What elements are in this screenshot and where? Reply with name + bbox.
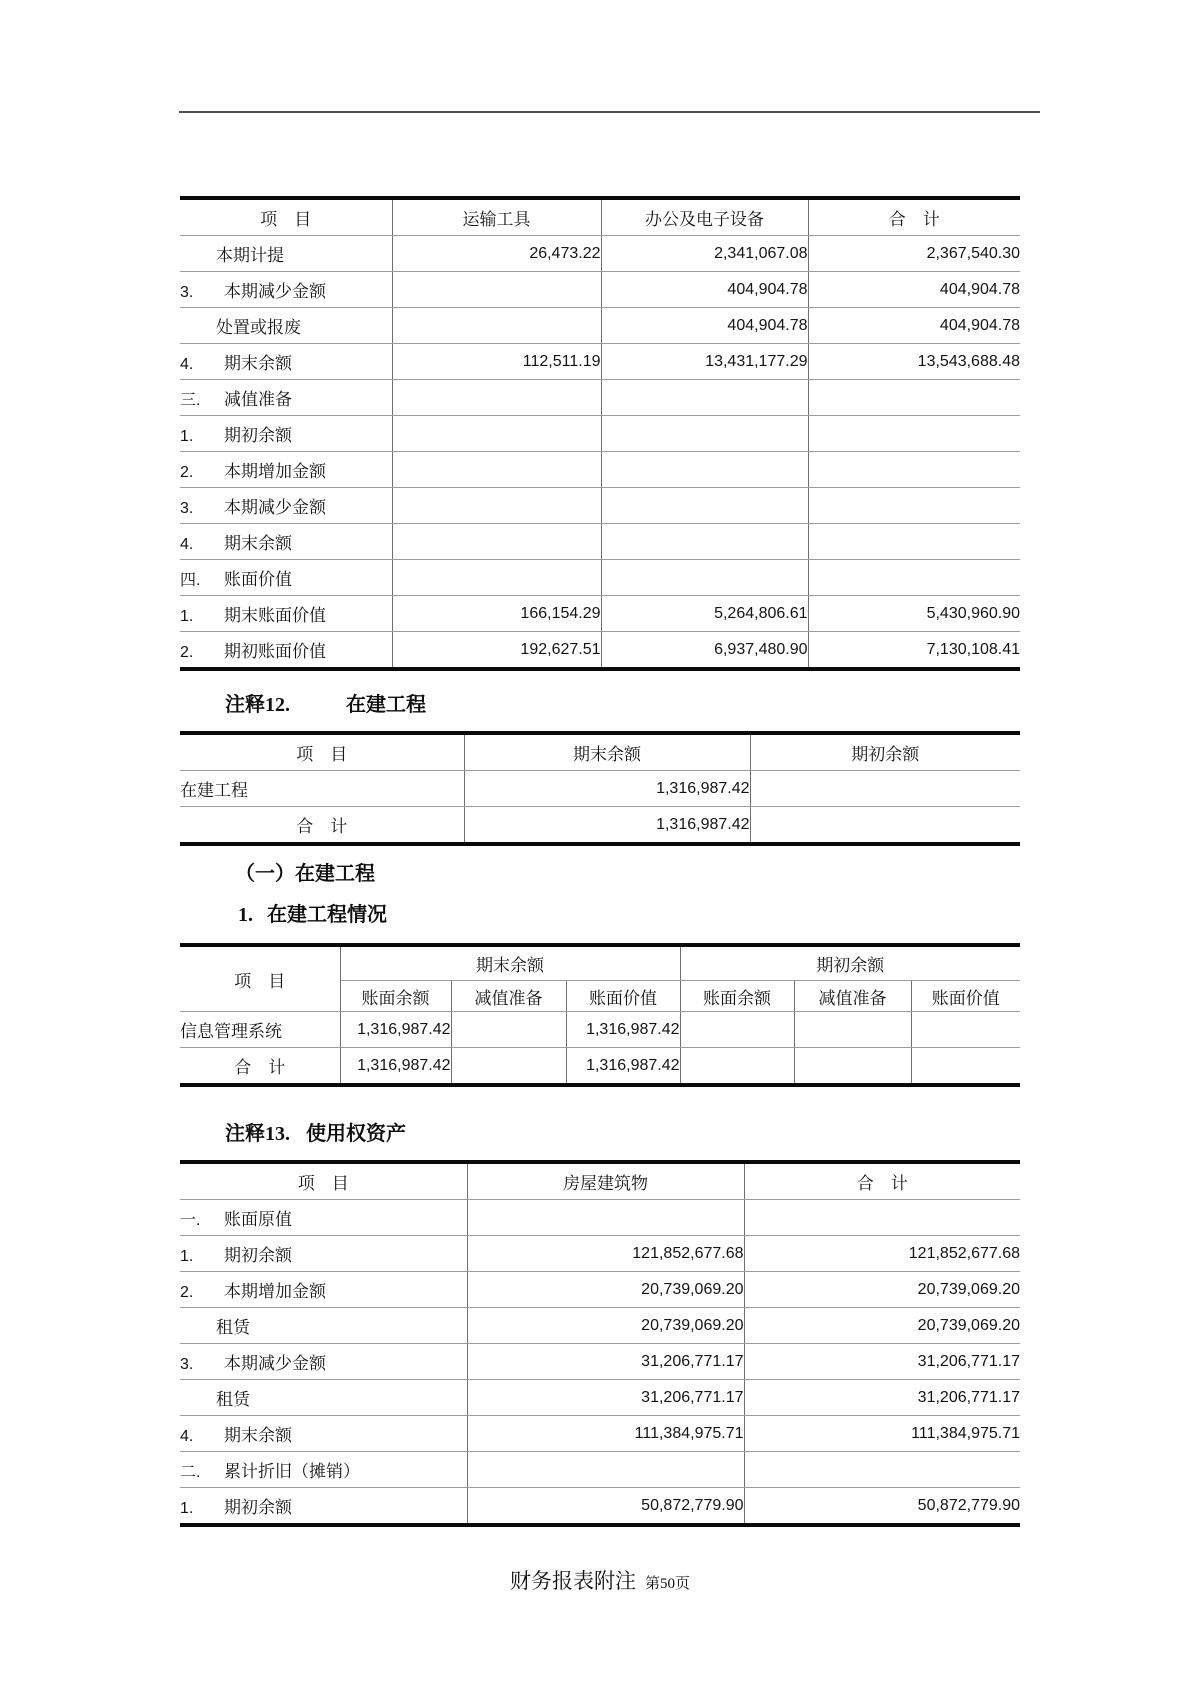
table-header-row <box>180 1162 1020 1200</box>
cell-value: 5,264,806.61 <box>601 596 808 632</box>
cell-value: 121,852,677.68 <box>744 1236 1020 1272</box>
table-row <box>180 524 1020 560</box>
cell-value <box>601 560 808 596</box>
cell-value: 50,872,779.90 <box>467 1488 744 1526</box>
cell-value: 2,367,540.30 <box>808 236 1020 272</box>
fixed-assets-table-continued <box>180 196 1020 671</box>
cip-status-title: 在建工程情况 <box>267 904 387 926</box>
note13-number: 注释13. <box>225 1123 290 1145</box>
table-row <box>180 380 1020 416</box>
cell-value <box>808 416 1020 452</box>
table-row <box>180 771 1020 807</box>
cell-value <box>601 524 808 560</box>
row-number: 2. <box>180 644 194 661</box>
row-label-cell <box>180 771 464 807</box>
row-number: 4. <box>180 1428 194 1445</box>
cell-value <box>911 1048 1020 1086</box>
row-label-text: 期初余额 <box>224 1498 292 1517</box>
cell-value: 31,206,771.17 <box>467 1344 744 1380</box>
row-label-cell <box>180 1012 340 1048</box>
cell-value <box>392 308 601 344</box>
cell-value: 20,739,069.20 <box>744 1308 1020 1344</box>
table-row <box>180 344 1020 380</box>
footer-title: 财务报表附注 <box>509 1569 636 1593</box>
row-number: 四. <box>180 572 201 589</box>
cell-value: 111,384,975.71 <box>467 1416 744 1452</box>
subcolumn-carrying-value: 账面价值 <box>911 981 1020 1012</box>
row-number: 1. <box>180 428 194 445</box>
row-number: 二. <box>180 1464 201 1481</box>
cell-value: 1,316,987.42 <box>340 1012 451 1048</box>
cell-value: 6,937,480.90 <box>601 632 808 670</box>
row-label-cell <box>180 632 392 670</box>
cip-detail-table <box>180 943 1020 1087</box>
row-label-text: 信息管理系统 <box>180 1022 282 1041</box>
table-row <box>180 308 1020 344</box>
column-header-vehicles: 运输工具 <box>392 198 601 236</box>
column-header-item: 项 目 <box>180 733 464 771</box>
note13-heading <box>180 1117 1065 1146</box>
group-header-closing-balance: 期末余额 <box>340 945 680 981</box>
column-header-office-equipment: 办公及电子设备 <box>601 198 808 236</box>
row-number: 4. <box>180 536 194 553</box>
cell-value: 31,206,771.17 <box>467 1380 744 1416</box>
row-label-cell <box>180 596 392 632</box>
table-row <box>180 596 1020 632</box>
row-label-text: 合 计 <box>296 817 348 836</box>
cell-value: 26,473.22 <box>392 236 601 272</box>
cell-value <box>794 1012 911 1048</box>
row-label-cell <box>180 1048 340 1086</box>
table-row <box>180 560 1020 596</box>
cell-value <box>451 1048 566 1086</box>
group-header-opening-balance: 期初余额 <box>680 945 1020 981</box>
cell-value: 1,316,987.42 <box>566 1012 680 1048</box>
cell-value <box>601 416 808 452</box>
cell-value <box>392 272 601 308</box>
row-label-cell <box>180 1308 467 1344</box>
row-label-text: 期末余额 <box>224 1426 292 1445</box>
cell-value: 404,904.78 <box>601 308 808 344</box>
table-row <box>180 1488 1020 1526</box>
row-label-cell <box>180 807 464 845</box>
cell-value <box>451 1012 566 1048</box>
row-number: 一. <box>180 1212 201 1229</box>
cell-value: 7,130,108.41 <box>808 632 1020 670</box>
row-label-cell <box>180 1236 467 1272</box>
row-label-cell <box>180 416 392 452</box>
row-label-cell <box>180 1380 467 1416</box>
table-row <box>180 1380 1020 1416</box>
cell-value <box>750 771 1020 807</box>
cell-value <box>392 560 601 596</box>
row-number: 3. <box>180 500 194 517</box>
table-row <box>180 1048 1020 1086</box>
cip-status-number: 1. <box>238 904 253 926</box>
cell-value <box>392 488 601 524</box>
cell-value: 1,316,987.42 <box>464 807 750 845</box>
page-footer <box>180 1565 1020 1595</box>
subcolumn-book-balance: 账面余额 <box>340 981 451 1012</box>
table-row <box>180 452 1020 488</box>
cell-value: 404,904.78 <box>808 272 1020 308</box>
cell-value <box>680 1012 794 1048</box>
table-row <box>180 1012 1020 1048</box>
row-number: 4. <box>180 356 194 373</box>
cell-value: 404,904.78 <box>808 308 1020 344</box>
row-number: 1. <box>180 1248 194 1265</box>
row-label-text: 本期增加金额 <box>224 1282 326 1301</box>
row-label-text: 本期减少金额 <box>224 498 326 517</box>
table-row <box>180 1308 1020 1344</box>
cell-value <box>808 488 1020 524</box>
row-number: 3. <box>180 284 194 301</box>
table-row <box>180 272 1020 308</box>
row-label-cell <box>180 344 392 380</box>
table-row <box>180 807 1020 845</box>
cip-summary-table <box>180 731 1020 846</box>
row-label-text: 期初余额 <box>224 1246 292 1265</box>
cell-value <box>392 452 601 488</box>
row-label-text: 期末余额 <box>224 534 292 553</box>
rou-assets-table <box>180 1160 1020 1527</box>
column-header-item: 项 目 <box>180 198 392 236</box>
subcolumn-impairment: 减值准备 <box>794 981 911 1012</box>
row-label-text: 减值准备 <box>224 390 292 409</box>
table-header-row <box>180 733 1020 771</box>
row-label-text: 租赁 <box>216 1318 250 1337</box>
cell-value <box>601 380 808 416</box>
cell-value <box>744 1200 1020 1236</box>
note12-heading <box>180 688 1065 717</box>
cell-value: 111,384,975.71 <box>744 1416 1020 1452</box>
row-label-cell <box>180 560 392 596</box>
table-row <box>180 416 1020 452</box>
row-label-text: 本期增加金额 <box>224 462 326 481</box>
cell-value <box>744 1452 1020 1488</box>
table-row <box>180 1236 1020 1272</box>
row-label-text: 账面原值 <box>224 1210 292 1229</box>
cell-value: 166,154.29 <box>392 596 601 632</box>
row-label-text: 本期减少金额 <box>224 282 326 301</box>
row-number: 三. <box>180 392 201 409</box>
column-header-opening-balance: 期初余额 <box>750 733 1020 771</box>
row-number: 3. <box>180 1356 194 1373</box>
row-number: 2. <box>180 464 194 481</box>
subcolumn-book-balance: 账面余额 <box>680 981 794 1012</box>
cell-value: 1,316,987.42 <box>340 1048 451 1086</box>
row-label-text: 合 计 <box>234 1058 286 1077</box>
table-row <box>180 1416 1020 1452</box>
row-label-cell <box>180 1200 467 1236</box>
row-label-text: 在建工程 <box>180 781 248 800</box>
cip-status-subheading <box>180 898 1078 927</box>
cell-value <box>392 416 601 452</box>
cell-value <box>392 380 601 416</box>
row-label-cell <box>180 1344 467 1380</box>
column-header-buildings: 房屋建筑物 <box>467 1162 744 1200</box>
cell-value: 1,316,987.42 <box>464 771 750 807</box>
row-label-cell <box>180 1416 467 1452</box>
cell-value <box>808 380 1020 416</box>
table-row <box>180 488 1020 524</box>
note12-title: 在建工程 <box>346 694 426 716</box>
row-label-text: 期末余额 <box>224 354 292 373</box>
row-label-cell <box>180 1272 467 1308</box>
column-header-total: 合 计 <box>744 1162 1020 1200</box>
cell-value <box>601 488 808 524</box>
row-label-cell <box>180 1452 467 1488</box>
cell-value <box>808 560 1020 596</box>
cell-value: 31,206,771.17 <box>744 1380 1020 1416</box>
cell-value <box>467 1452 744 1488</box>
cell-value: 20,739,069.20 <box>467 1308 744 1344</box>
subcolumn-impairment: 减值准备 <box>451 981 566 1012</box>
row-label-text: 累计折旧（摊销） <box>224 1462 360 1481</box>
column-header-closing-balance: 期末余额 <box>464 733 750 771</box>
cell-value: 192,627.51 <box>392 632 601 670</box>
cell-value: 20,739,069.20 <box>467 1272 744 1308</box>
cell-value <box>808 452 1020 488</box>
cell-value: 5,430,960.90 <box>808 596 1020 632</box>
table-row <box>180 1272 1020 1308</box>
cell-value <box>467 1200 744 1236</box>
note13-title: 使用权资产 <box>306 1123 406 1145</box>
cell-value <box>808 524 1020 560</box>
cell-value: 2,341,067.08 <box>601 236 808 272</box>
row-label-text: 账面价值 <box>224 570 292 589</box>
note12-number: 注释12. <box>225 694 290 716</box>
row-label-text: 期初余额 <box>224 426 292 445</box>
row-label-text: 本期减少金额 <box>224 1354 326 1373</box>
footer-page-number: 第50页 <box>644 1576 690 1592</box>
row-number: 2. <box>180 1284 194 1301</box>
row-label-cell <box>180 272 392 308</box>
row-label-cell <box>180 452 392 488</box>
column-header-item: 项 目 <box>180 1162 467 1200</box>
table-row <box>180 1452 1020 1488</box>
cell-value: 50,872,779.90 <box>744 1488 1020 1526</box>
cell-value <box>680 1048 794 1086</box>
cell-value: 404,904.78 <box>601 272 808 308</box>
cell-value: 13,431,177.29 <box>601 344 808 380</box>
cell-value <box>601 452 808 488</box>
row-label-cell <box>180 524 392 560</box>
row-number: 1. <box>180 1500 194 1517</box>
table-row <box>180 1200 1020 1236</box>
table-group-header-row <box>180 945 1020 981</box>
row-label-cell <box>180 1488 467 1526</box>
row-label-cell <box>180 488 392 524</box>
cell-value <box>911 1012 1020 1048</box>
column-header-total: 合 计 <box>808 198 1020 236</box>
cip-subheading: （一）在建工程 <box>235 863 375 885</box>
table-row <box>180 632 1020 670</box>
table-header-row <box>180 198 1020 236</box>
table-row <box>180 1344 1020 1380</box>
cell-value: 13,543,688.48 <box>808 344 1020 380</box>
row-label-cell <box>180 380 392 416</box>
row-label-text: 租赁 <box>216 1390 250 1409</box>
cell-value: 112,511.19 <box>392 344 601 380</box>
row-number: 1. <box>180 608 194 625</box>
cell-value: 20,739,069.20 <box>744 1272 1020 1308</box>
cell-value <box>750 807 1020 845</box>
row-label-text: 期初账面价值 <box>224 642 326 661</box>
table-row <box>180 236 1020 272</box>
cell-value: 1,316,987.42 <box>566 1048 680 1086</box>
cell-value: 121,852,677.68 <box>467 1236 744 1272</box>
row-label-text: 期末账面价值 <box>224 606 326 625</box>
row-label-text: 处置或报废 <box>216 318 301 337</box>
row-label-text: 本期计提 <box>216 246 284 265</box>
cell-value <box>794 1048 911 1086</box>
column-header-item: 项 目 <box>180 945 340 1012</box>
subcolumn-carrying-value: 账面价值 <box>566 981 680 1012</box>
cell-value <box>392 524 601 560</box>
row-label-cell <box>180 236 392 272</box>
row-label-cell <box>180 308 392 344</box>
page-header-rule <box>179 111 1040 113</box>
cell-value: 31,206,771.17 <box>744 1344 1020 1380</box>
